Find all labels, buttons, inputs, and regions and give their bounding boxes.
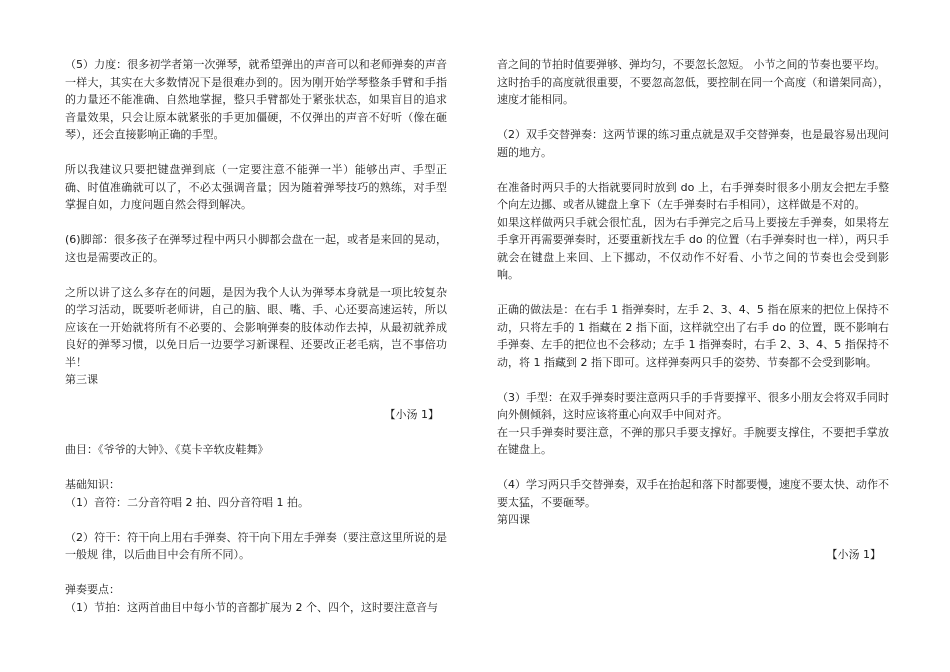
basics-item-1: （1）音符：二分音符唱 2 拍、四分音符唱 1 拍。 <box>65 495 309 509</box>
paragraph-correct-method: 正确的做法是：在右手 1 指弹奏时，左手 2、3、4、5 指在原来的把位上保持不动，只将左手的 1 指藏在 2 指下面，这样就空出了右手 do 的位置，既不影响右手弹奏、左手的把位也不会移动；左手 1 指弹奏时，右手 2、3、4、5 指保持不动，将 1 指藏到 2 指下即可。这样弹奏两只手的姿势、节奏都不会受到影响。 <box>497 303 889 369</box>
paragraph-feet: (6)脚部：很多孩子在弹琴过程中两只小脚都会盘在一起，或者是来回的晃动，这也是需要改正的。 <box>65 233 447 264</box>
paragraph-dynamics: （5）力度：很多初学者第一次弹琴，就希望弹出的声音可以和老师弹奏的声音一样大，其实在大多数情况下是很难办到的。因为刚开始学琴整条手臂和手指的力量还不能准确、自然地掌握，整只手臂都处于紧张状态，如果盲目的追求音量效果，只会让原本就紧张的手更加僵硬，不仅弹出的声音不好听（像在砸琴），还会直接影响正确的手型。 <box>65 58 447 141</box>
basics-title: 基础知识： <box>65 478 120 491</box>
right-column <box>497 56 889 564</box>
left-column <box>65 56 447 616</box>
points-item-1: （1）节拍：这两首曲目中每小节的音都扩展为 2 个、四个，这时要注意音与 <box>65 600 438 614</box>
book-tag: 【小汤 1】 <box>826 548 881 561</box>
paragraph-preparation: 在准备时两只手的大指就要同时放到 do 上，右手弹奏时很多小朋友会把左手整个向左边挪、或者从键盘上拿下（左手弹奏时右手相同），这样做是不对的。 <box>497 180 889 211</box>
points-title: 弹奏要点： <box>65 583 120 596</box>
book-tag: 【小汤 1】 <box>384 408 439 421</box>
paragraph-rhythm-cont: 音之间的节拍时值要弹够、弹均匀，不要忽长忽短。 小节之间的节奏也要平均。 <box>497 58 886 71</box>
paragraph-hand-height: 这时抬手的高度就很重要，不要忽高忽低，要控制在同一个高度（和谱架同高），速度才能相同。 <box>497 75 889 106</box>
paragraph-mistake: 如果这样做两只手就会很忙乱，因为右手弹完之后马上要接左手弹奏，如果将左手拿开再需要弹奏时，还要重新找左手 do 的位置（右手弹奏时也一样），两只手就会在键盘上来回、上下挪动，不仅动作不好看、小节之间的节奏也会受到影响。 <box>497 215 889 281</box>
song-list: 曲目：《爷爷的大钟》、《莫卡辛软皮鞋舞》 <box>65 443 269 456</box>
lesson-heading-4: 第四课 <box>497 513 530 526</box>
paragraph-press-to-bottom: 所以我建议只要把键盘弹到底（一定要注意不能弹一半）能够出声、手型正确、时值准确就可以了，不必太强调音量；因为随着弹琴技巧的熟练，对手型掌握自如，力度问题自然会得到解决。 <box>65 163 447 211</box>
lesson-heading-3: 第三课 <box>65 373 98 386</box>
paragraph-support-hand: 在一只手弹奏时要注意，不弹的那只手要支撑好。手腕要支撑住，不要把手掌放在键盘上。 <box>497 425 889 456</box>
paragraph-alternating-hands: （2）双手交替弹奏：这两节课的练习重点就是双手交替弹奏，也是最容易出现问题的地方。 <box>497 128 889 159</box>
paragraph-alternate-slowly: （4）学习两只手交替弹奏，双手在抬起和落下时都要慢，速度不要太快、动作不要太猛，不要砸琴。 <box>497 478 889 509</box>
basics-item-2: （2）符干：符干向上用右手弹奏、符干向下用左手弹奏（要注意这里所说的是一般规 律，以后曲目中会有所不同）。 <box>65 530 447 561</box>
paragraph-hand-shape: （3）手型：在双手弹奏时要注意两只手的手背要撑平、很多小朋友会将双手同时向外侧倾斜，这时应该将重心向双手中间对齐。 <box>497 390 889 421</box>
paragraph-summary: 之所以讲了这么多存在的问题，是因为我个人认为弹琴本身就是一项比较复杂的学习活动，既要听老师讲，自己的脑、眼、嘴、手、心还要高速运转，所以应该在一开始就将所有不必要的、会影响弹奏的肢体动作去掉，从最初就养成良好的弹琴习惯，以免日后一边要学习新课程、还要改正老毛病，岂不事倍功半！ <box>65 285 447 369</box>
